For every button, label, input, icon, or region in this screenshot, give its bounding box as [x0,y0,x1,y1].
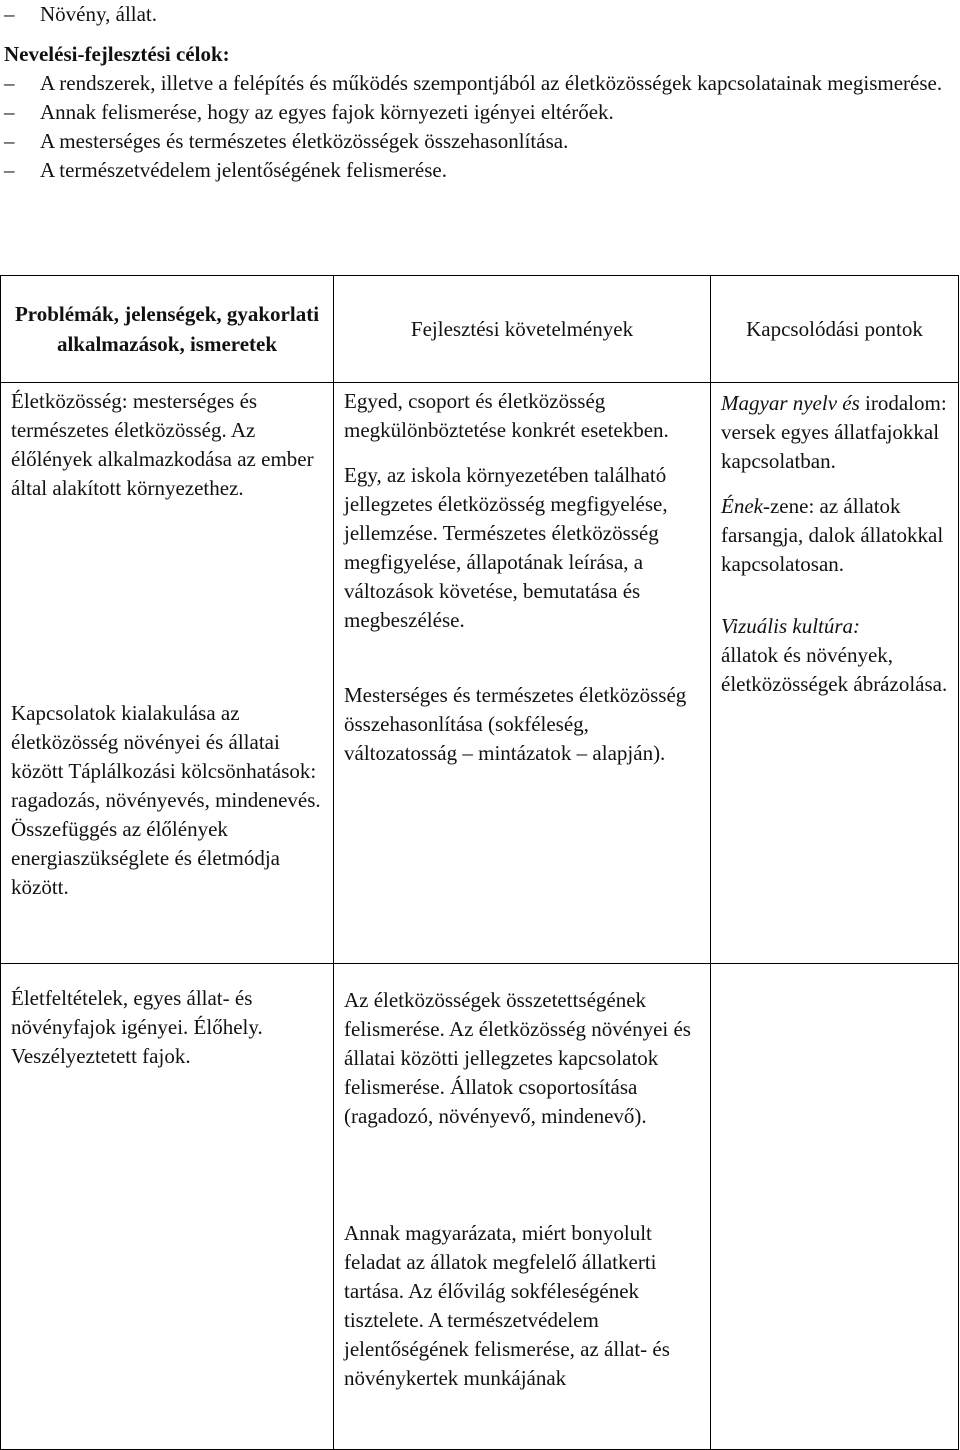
table-cell [1,964,334,1450]
dash-bullet: – [4,158,15,182]
table-cell [334,383,711,964]
dash-bullet: – [4,100,15,124]
subject-name: Ének [721,494,763,518]
row1-requirement-a: Egyed, csoport és életközösség megkülönböztetése konkrét esetekben. [344,389,669,442]
row1-requirement-b: Egy, az iskola környezetében található jellegzetes életközösség megfigyelése, jellemzése. Természetes életközösség megfigyelése, állapotának leírása, a változások követése, bemutatása és megbeszélése. [344,463,668,632]
subject-name: Vizuális kultúra: [721,614,861,638]
intro-section [0,0,960,185]
goal-item [0,156,960,185]
dash-bullet: – [4,2,15,26]
subject-name: Magyar nyelv és [721,391,860,415]
table-row [1,964,959,1450]
row2-connection [721,612,952,699]
header-requirements [334,276,711,383]
header-problems [1,276,334,383]
goal-item-text: A rendszerek, illetve a felépítés és működés szempontjából az életközösségek kapcsolatainak megismerése. [40,71,943,95]
row1-connection-b [721,492,952,576]
header-connections-text: Kapcsolódási pontok [746,316,923,341]
intro-item-text: Növény, állat. [40,2,158,26]
dash-bullet: – [4,71,15,95]
row2-requirement: Mesterséges és természetes életközösség összehasonlítása (sokféleség, változatosság – mintázatok – alapján). [344,683,687,765]
table-header-row [1,276,959,383]
row3-requirement-a: Az életközösségek összetettségének felismerése. Az életközösség növényei és állatai közötti jellegzetes kapcsolatok felismerése. Állatok csoportosítása (ragadozó, növényevő, mindenevő). [344,988,691,1128]
table-cell [711,964,959,1450]
table-cell [334,964,711,1450]
curriculum-table [0,275,959,1450]
goal-item-text: A természetvédelem jelentőségének felismerése. [40,158,447,182]
table-cell [711,383,959,964]
connection-text: -zene: az állatok farsangja, dalok állatokkal kapcsolatosan. [721,494,944,576]
dash-bullet: – [4,129,15,153]
table-row [1,383,959,964]
connection-text: irodalom: versek egyes állatfajokkal kapcsolatban. [721,391,947,473]
intro-list-item [0,0,960,29]
row2-problems: Kapcsolatok kialakulása az életközösség növényei és állatai között Táplálkozási kölcsönhatások: ragadozás, növényevés, mindenevés. Összefüggés az élőlények energiaszükséglete és életmódja között. [11,701,321,899]
row3-problems: Életfeltételek, egyes állat- és növényfajok igényei. Élőhely. Veszélyeztetett fajok. [11,986,263,1068]
header-connections [711,276,959,383]
goal-item [0,98,960,127]
row1-connection-a [721,383,952,476]
goal-item-text: A mesterséges és természetes életközösségek összehasonlítása. [40,129,569,153]
goal-item [0,127,960,156]
goal-item [0,69,960,98]
row3-requirement-b: Annak magyarázata, miért bonyolult feladat az állatok megfelelő állatkerti tartása. Az élővilág sokféleségének tisztelete. A természetvédelem jelentőségének felismerése, az állat- és növénykertek munkájának [344,1221,670,1390]
connection-text: állatok és növények, életközösségek ábrázolása. [721,643,948,696]
goals-heading: Nevelési-fejlesztési célok: [4,42,230,66]
row1-problems: Életközösség: mesterséges és természetes életközösség. Az élőlények alkalmazkodása az ember által alakított környezethez. [11,389,314,500]
header-requirements-text: Fejlesztési követelmények [410,316,634,341]
table-cell [1,383,334,964]
goal-item-text: Annak felismerése, hogy az egyes fajok környezeti igényei eltérőek. [40,100,614,124]
header-problems-text: Problémák, jelenségek, gyakorlati alkalmazások, ismeretek [14,302,320,356]
